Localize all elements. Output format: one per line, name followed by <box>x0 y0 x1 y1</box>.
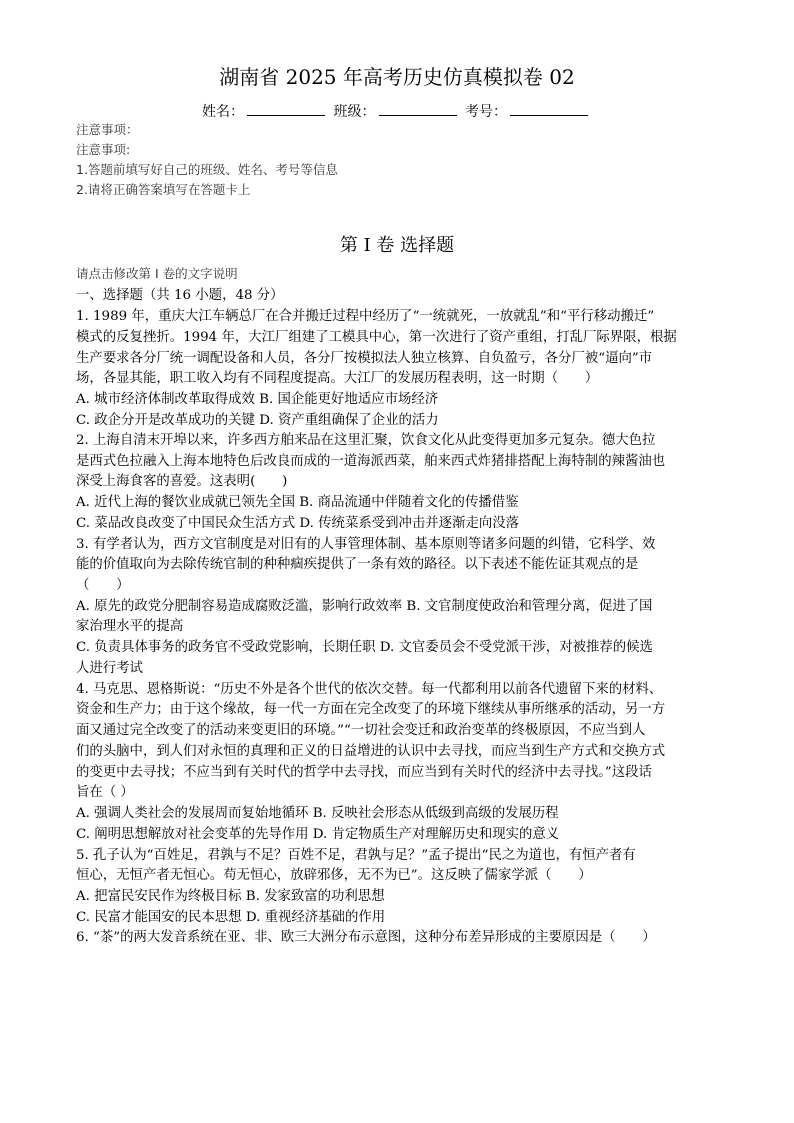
part-heading: 一、选择题（共 16 小题，48 分） <box>76 288 284 303</box>
exam-title: 湖南省 2025 年高考历史仿真模拟卷 02 <box>219 65 575 89</box>
question-3-options: 家治理水平的提高 <box>76 619 184 634</box>
question-4-line: 旨在（ ） <box>76 785 134 800</box>
question-3-options: A. 原先的政党分肥制容易造成腐败泛滥，影响行政效率 B. 文官制度使政治和管理分离，促进了国 <box>76 599 653 614</box>
question-1-line: 生产要求各分厂统一调配设备和人员，各分厂按模拟法人独立核算、自负盈亏，各分厂被“逼向”市 <box>76 351 653 366</box>
question-1-line: 场，各显其能，职工收入均有不同程度提高。大江厂的发展历程表明，这一时期（ ） <box>76 371 599 386</box>
question-3-line: （ ） <box>76 578 130 593</box>
name-blank[interactable] <box>247 101 325 116</box>
class-label: 班级： <box>333 104 376 120</box>
question-5-options: A. 把富民安民作为终极目标 B. 发家致富的功利思想 <box>76 889 385 904</box>
student-info-row <box>0 101 794 122</box>
class-blank[interactable] <box>379 101 457 116</box>
notice-heading: 注意事项： <box>76 122 139 137</box>
exam-no-label: 考号： <box>464 104 507 120</box>
question-4-options: C. 阐明思想解放对社会变革的先导作用 D. 肯定物质生产对理解历史和现实的意义 <box>76 827 560 842</box>
question-3-options: 人进行考试 <box>76 661 143 676</box>
question-1-options: C. 政企分开是改革成功的关键 D. 资产重组确保了企业的活力 <box>76 413 439 428</box>
question-5-line: 5. 孔子认为“百姓足，君孰与不足？百姓不足，君孰与足？”孟子提出“民之为道也，有恒产者有 <box>76 848 636 863</box>
notice-item-1: 1.答题前填写好自己的班级、姓名、考号等信息 <box>76 162 338 177</box>
question-2-options: C. 菜品改良改变了中国民众生活方式 D. 传统菜系受到冲击并逐渐走向没落 <box>76 516 520 531</box>
question-4-line: 资金和生产力；由于这个缘故，每一代一方面在完全改变了的环境下继续从事所继承的活动，另一方 <box>76 702 666 717</box>
question-1-line: 模式的反复挫折。1994 年，大江厂组建了工模具中心，第一次进行了资产重组，打乱厂际界限，根据 <box>76 330 677 345</box>
section-title: 第 I 卷 选择题 <box>339 235 455 256</box>
question-3-line: 能的价值取向为去除传统官制的种种痼疾提供了一条有效的路径。以下表述不能佐证其观点的是 <box>76 557 639 572</box>
question-1-options: A. 城市经济体制改革取得成效 B. 国企能更好地适应市场经济 <box>76 392 439 407</box>
question-3-options: C. 负责具体事务的政务官不受政党影响，长期任职 D. 文官委员会不受党派干涉，对被推荐的候选 <box>76 640 653 655</box>
question-2-line: 是西式色拉融入上海本地特色后改良而成的一道海派西菜，舶来西式炸猪排搭配上海特制的辣酱油也 <box>76 454 666 469</box>
question-4-line: 们的头脑中，到人们对永恒的真理和正义的日益增进的认识中去寻找，而应当到生产方式和交换方式 <box>76 744 666 759</box>
question-5-options: C. 民富才能国安的民本思想 D. 重视经济基础的作用 <box>76 910 386 925</box>
notice-heading-2: 注意事项: <box>76 142 131 157</box>
question-4-line: 4. 马克思、恩格斯说：“历史不外是各个世代的依次交替。每一代都利用以前各代遗留下来的材料、 <box>76 682 663 697</box>
question-3-line: 3. 有学者认为，西方文官制度是对旧有的人事管理体制、基本原则等诸多问题的纠错，它科学、效 <box>76 537 656 552</box>
exam-no-blank[interactable] <box>510 101 588 116</box>
notice-item-2: 2.请将正确答案填写在答题卡上 <box>76 182 251 197</box>
question-5-line: 恒心，无恒产者无恒心。苟无恒心，放辟邪侈，无不为已”。这反映了儒家学派（ ） <box>76 868 592 883</box>
question-2-line: 2. 上海自清末开埠以来，许多西方舶来品在这里汇聚，饮食文化从此变得更加多元复杂。德大色拉 <box>76 433 656 448</box>
question-4-line: 面又通过完全改变了的活动来变更旧的环境。”“一切社会变迁和政治变革的终极原因，不应当到人 <box>76 723 646 738</box>
section-note: 请点击修改第 I 卷的文字说明 <box>76 266 238 281</box>
question-2-line: 深受上海食客的喜爱。这表明( ) <box>76 474 288 489</box>
question-2-options: A. 近代上海的餐饮业成就已领先全国 B. 商品流通中伴随着文化的传播借鉴 <box>76 495 519 510</box>
name-label: 姓名： <box>202 104 245 120</box>
question-1-line: 1. 1989 年，重庆大江车辆总厂在合并搬迁过程中经历了“一统就死，一放就乱”和“平行移动搬迁” <box>76 309 655 324</box>
question-4-line: 的变更中去寻找；不应当到有关时代的哲学中去寻找，而应当到有关时代的经济中去寻找。”这段话 <box>76 765 652 780</box>
question-4-options: A. 强调人类社会的发展周而复始地循环 B. 反映社会形态从低级到高级的发展历程 <box>76 806 559 821</box>
question-6-line: 6. “茶”的两大发音系统在亚、非、欧三大洲分布示意图，这种分布差异形成的主要原因是（ ） <box>76 930 656 945</box>
